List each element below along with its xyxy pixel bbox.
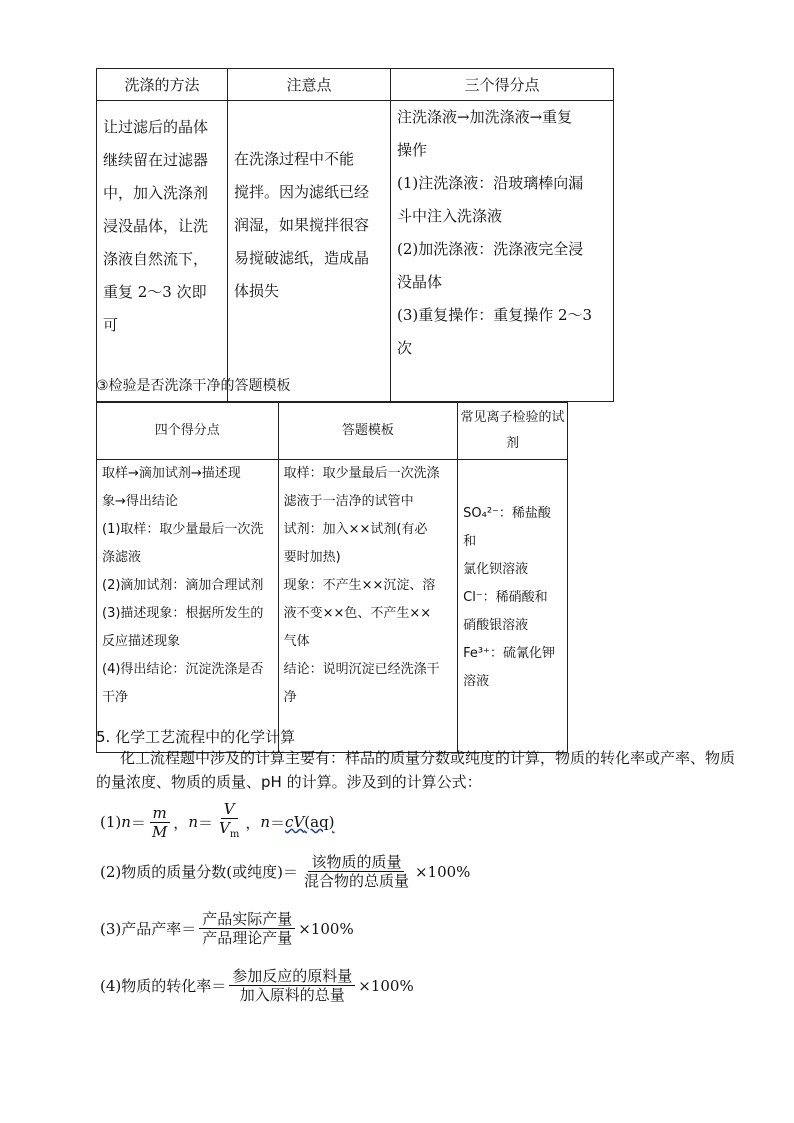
denominator: [216, 819, 242, 844]
text-line: 试剂：加入××试剂(有必: [283, 522, 428, 537]
separator: ，: [173, 813, 189, 832]
formula-mass-fraction: [100, 853, 470, 890]
text-line: (1)注洗涤液：沿玻璃棒向漏: [397, 174, 584, 192]
notes-cell: [228, 101, 391, 402]
text-line: (4)得出结论：沉淀洗涤是否: [102, 662, 264, 677]
intro-paragraph: 化工流程题中涉及的计算主要有：样品的质量分数或纯度的计算，物质的转化率或产率、物质的量浓度、物质的质量、pH 的计算。涉及到的计算公式：: [96, 749, 736, 791]
header-method: 洗涤的方法: [97, 69, 228, 101]
equals-sign: ＝: [197, 813, 213, 832]
fraction-V-over-Vm: [216, 800, 242, 844]
text-line: (3)重复操作：重复操作 2～3: [397, 306, 593, 324]
equals-sign: ＝: [270, 813, 286, 832]
text-line: 涤滤液: [102, 550, 142, 565]
numerator: 参加反应的原料量: [229, 967, 355, 986]
formula-conversion-rate: [100, 967, 414, 1004]
header-notes: 注意点: [228, 69, 391, 101]
text-line: (1)取样：取少量最后一次洗: [102, 522, 264, 537]
text-line: 易搅破滤纸，造成晶: [234, 249, 370, 267]
cV-aq-term: [285, 813, 335, 831]
text-line: 搅拌。因为滤纸已经: [234, 183, 370, 201]
header-reagents: 常见离子检验的试剂: [458, 403, 568, 460]
var-V: V: [293, 813, 305, 831]
formula-tail: ×100%: [358, 976, 414, 995]
text-line: 重复 2～3 次即: [103, 283, 207, 301]
fraction-m-over-M: [149, 804, 170, 841]
text-line: 气体: [283, 634, 310, 649]
reagents-cell: [458, 460, 568, 753]
separator: ，: [245, 813, 261, 832]
var-n: n: [188, 813, 198, 831]
var-n: n: [121, 813, 131, 831]
text-line: 继续留在过滤器: [103, 151, 209, 169]
fraction: [301, 853, 412, 890]
numerator: 该物质的质量: [308, 853, 404, 872]
text-line: (3)描述现象：根据所发生的: [102, 606, 264, 621]
formula-moles: [100, 800, 335, 844]
wash-check-template-table: [96, 402, 568, 753]
text-line: 要时加热): [283, 550, 341, 565]
text-line: 现象：不产生××沉淀、溶: [283, 578, 436, 593]
text-line: 象→得出结论: [102, 494, 178, 509]
subtitle: ③检验是否洗涤干净的答题模板: [96, 378, 291, 394]
text-line: 中，加入洗涤剂: [103, 184, 209, 202]
template-cell: [278, 460, 458, 753]
text-line: SO₄²⁻：稀盐酸和: [463, 506, 551, 549]
text-line: 在洗涤过程中不能: [234, 150, 355, 168]
formula-label: (4)物质的转化率＝: [100, 977, 227, 995]
text-line: 取样→滴加试剂→描述现: [102, 466, 241, 481]
four-points-cell: [97, 460, 279, 753]
formula-prefix: (1): [100, 813, 122, 831]
text-line: (2)滴加试剂：滴加合理试剂: [102, 578, 264, 593]
text-line: 干净: [102, 690, 129, 705]
text-line: 浸没晶体，让洗: [103, 217, 209, 235]
text-line: 斗中注入洗涤液: [397, 207, 503, 225]
text-line: 体损失: [234, 282, 280, 300]
text-line: 结论：说明沉淀已经洗涤干: [283, 662, 440, 677]
method-cell: [97, 101, 228, 402]
formula-label: (2)物质的质量分数(或纯度)＝: [100, 863, 298, 881]
formula-label: (3)产品产率＝: [100, 920, 197, 938]
numerator: 产品实际产量: [199, 910, 295, 929]
text-line: (2)加洗涤液：洗涤液完全浸: [397, 240, 584, 258]
scoring-points-cell: [391, 101, 614, 402]
var-c: c: [285, 813, 294, 831]
subscript-m: m: [229, 829, 240, 840]
text-line: 取样：取少量最后一次洗涤: [283, 466, 440, 481]
text-line: 涤液自然流下，: [103, 250, 209, 268]
text-line: 滤液于一洁净的试管中: [283, 494, 414, 509]
var-V: V: [219, 819, 230, 837]
text-line: 可: [103, 316, 119, 334]
text-line: 硝酸银溶液: [463, 618, 529, 633]
text-line: 液不变××色、不产生××: [283, 606, 432, 621]
text-line: 次: [397, 339, 413, 357]
denominator: 加入原料的总量: [239, 986, 345, 1004]
text-line: 氯化钡溶液: [463, 562, 529, 577]
text-line: 净: [283, 690, 297, 705]
header-scoring-points: 三个得分点: [391, 69, 614, 101]
text-line: 注洗涤液→加洗涤液→重复: [397, 108, 573, 126]
text-line: 反应描述现象: [102, 634, 181, 649]
fraction: [229, 967, 355, 1004]
header-template: 答题模板: [278, 403, 458, 460]
formula-tail: ×100%: [414, 862, 471, 881]
fraction: [199, 910, 295, 947]
var-n: n: [260, 813, 271, 831]
equals-sign: ＝: [130, 813, 146, 832]
text-line: 润湿，如果搅拌很容: [234, 216, 370, 234]
section-title: 5. 化学工艺流程中的化学计算: [96, 728, 296, 746]
text-line: 没晶体: [397, 273, 443, 291]
text-line: Fe³⁺：硫氰化钾: [463, 646, 555, 661]
formula-tail: ×100%: [298, 919, 354, 938]
formula-product-yield: [100, 910, 354, 947]
text-line: 溶液: [463, 674, 490, 689]
denominator: 混合物的总质量: [303, 872, 409, 890]
denominator: M: [151, 822, 168, 841]
header-four-points: 四个得分点: [97, 403, 279, 460]
aq-label: (aq): [304, 813, 335, 831]
numerator: m: [150, 804, 170, 823]
washing-method-table: [96, 68, 614, 402]
text-line: 让过滤后的晶体: [103, 118, 209, 136]
text-line: Cl⁻：稀硝酸和: [463, 590, 548, 605]
denominator: 产品理论产量: [202, 929, 293, 947]
text-line: 操作: [397, 141, 428, 159]
numerator: V: [221, 800, 238, 819]
